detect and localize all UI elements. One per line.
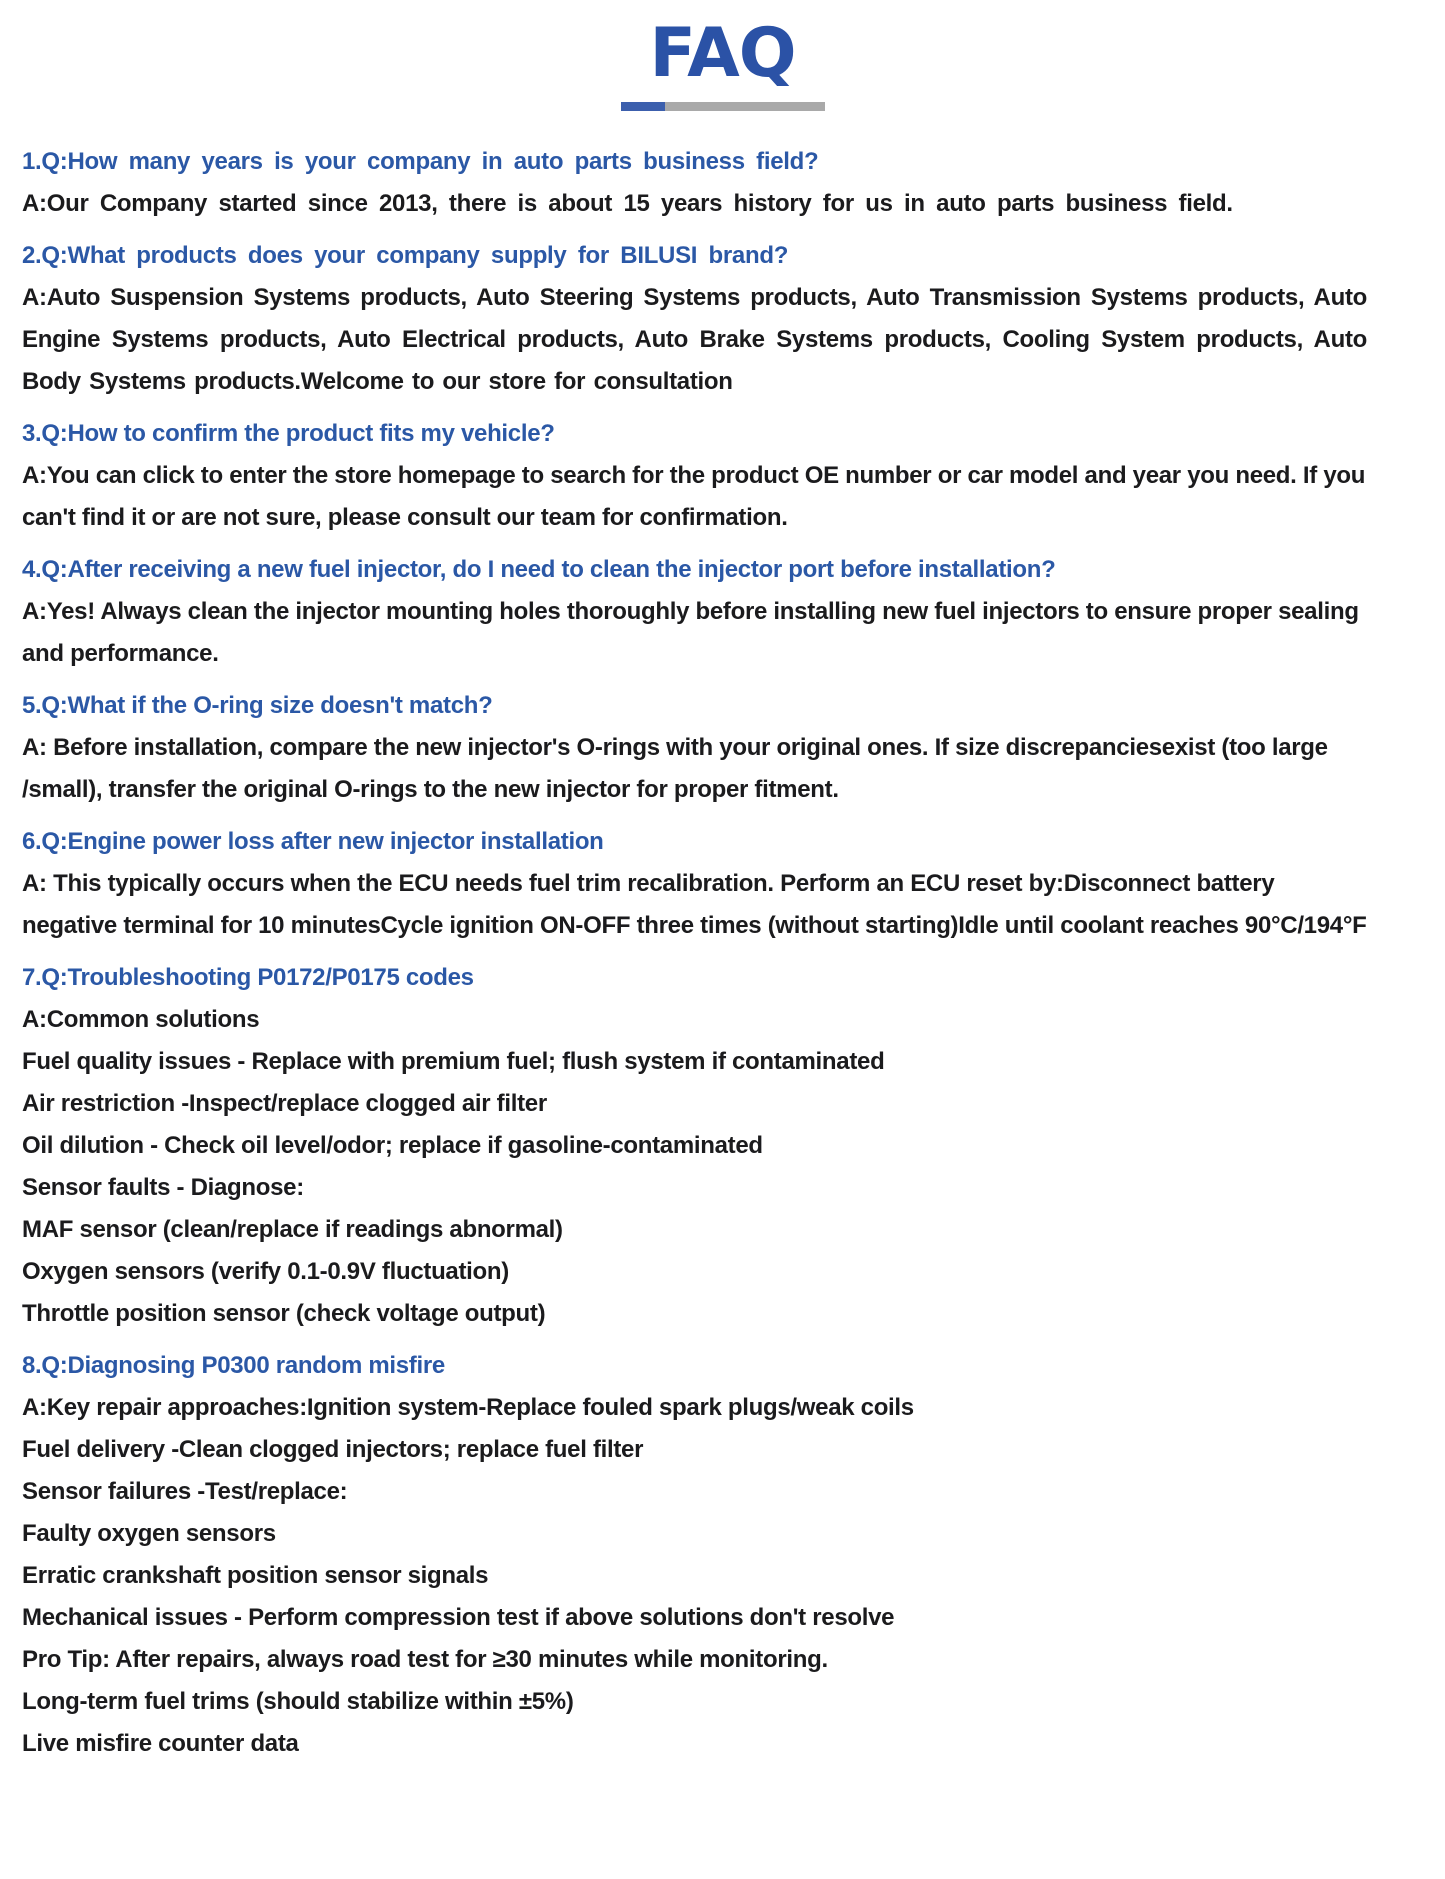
faq-answer-paragraph: Oil dilution - Check oil level/odor; replace if gasoline-contaminated — [22, 1132, 763, 1159]
faq-answer-paragraph: A:Common solutions — [22, 1006, 260, 1033]
faq-answer-paragraph: A:Auto Suspension Systems products, Auto Steering Systems products, Auto Transmission Systems products, Auto Engine Systems products, Auto Electrical products, Auto Brake Systems products, Cooling System products, Auto Body Systems products.Welcome to our store for consultation — [22, 284, 1367, 395]
faq-answer-paragraph: A:You can click to enter the store homepage to search for the product OE number or car model and year you need. If you can't find it or are not sure, please consult our team for confirmation. — [22, 462, 1366, 531]
faq-item-7 — [22, 957, 1367, 1335]
page-header — [0, 0, 1445, 111]
faq-item-5 — [22, 685, 1367, 811]
title-underline — [621, 102, 825, 111]
faq-answer-paragraph: Fuel quality issues - Replace with premium fuel; flush system if contaminated — [22, 1048, 885, 1075]
faq-answer-paragraph: Throttle position sensor (check voltage output) — [22, 1300, 546, 1327]
faq-question: 8.Q:Diagnosing P0300 random misfire — [22, 1352, 445, 1379]
faq-list — [0, 111, 1445, 1765]
faq-item-8 — [22, 1345, 1367, 1765]
faq-answer-paragraph: Faulty oxygen sensors — [22, 1520, 276, 1547]
faq-answer-paragraph: Air restriction -Inspect/replace clogged air filter — [22, 1090, 547, 1117]
faq-answer-paragraph: A:Our Company started since 2013, there is about 15 years history for us in auto parts business field. — [22, 190, 1233, 217]
faq-answer-paragraph: A:Key repair approaches:Ignition system-Replace fouled spark plugs/weak coils — [22, 1394, 914, 1421]
faq-question: 5.Q:What if the O-ring size doesn't match? — [22, 692, 493, 719]
faq-answer-paragraph: MAF sensor (clean/replace if readings abnormal) — [22, 1216, 563, 1243]
faq-answer-paragraph: A: This typically occurs when the ECU needs fuel trim recalibration. Perform an ECU reset by:Disconnect battery negative terminal for 10 minutesCycle ignition ON-OFF three times (without starting)Idle until coolant reaches 90°C/194°F — [22, 870, 1367, 939]
faq-question: 2.Q:What products does your company supply for BILUSI brand? — [22, 242, 789, 269]
faq-answer-paragraph: Oxygen sensors (verify 0.1-0.9V fluctuation) — [22, 1258, 509, 1285]
faq-question: 6.Q:Engine power loss after new injector installation — [22, 828, 604, 855]
faq-answer-paragraph: Pro Tip: After repairs, always road test for ≥30 minutes while monitoring. — [22, 1646, 828, 1673]
faq-question: 4.Q:After receiving a new fuel injector, do I need to clean the injector port before installation? — [22, 556, 1056, 583]
faq-item-6 — [22, 821, 1367, 947]
faq-item-4 — [22, 549, 1367, 675]
underline-blue-segment — [621, 102, 665, 111]
faq-question: 3.Q:How to confirm the product fits my vehicle? — [22, 420, 555, 447]
faq-answer-paragraph: Sensor faults - Diagnose: — [22, 1174, 304, 1201]
underline-gray-segment — [665, 102, 825, 111]
faq-answer-paragraph: Mechanical issues - Perform compression test if above solutions don't resolve — [22, 1604, 895, 1631]
faq-question: 1.Q:How many years is your company in auto parts business field? — [22, 148, 819, 175]
faq-answer-paragraph: Fuel delivery -Clean clogged injectors; replace fuel filter — [22, 1436, 644, 1463]
faq-answer-paragraph: A:Yes! Always clean the injector mounting holes thoroughly before installing new fuel injectors to ensure proper sealing and performance. — [22, 598, 1359, 667]
faq-item-1 — [22, 141, 1367, 225]
faq-item-2 — [22, 235, 1367, 403]
faq-answer-paragraph: Live misfire counter data — [22, 1730, 299, 1757]
faq-item-3 — [22, 413, 1367, 539]
page-title: FAQ — [649, 14, 796, 93]
faq-answer-paragraph: Long-term fuel trims (should stabilize within ±5%) — [22, 1688, 574, 1715]
faq-question: 7.Q:Troubleshooting P0172/P0175 codes — [22, 964, 474, 991]
faq-answer-paragraph: Erratic crankshaft position sensor signals — [22, 1562, 489, 1589]
faq-answer-paragraph: Sensor failures -Test/replace: — [22, 1478, 348, 1505]
faq-answer-paragraph: A: Before installation, compare the new injector's O-rings with your original ones. If size discrepanciesexist (too large /small), transfer the original O-rings to the new injector for proper fitment. — [22, 734, 1328, 803]
